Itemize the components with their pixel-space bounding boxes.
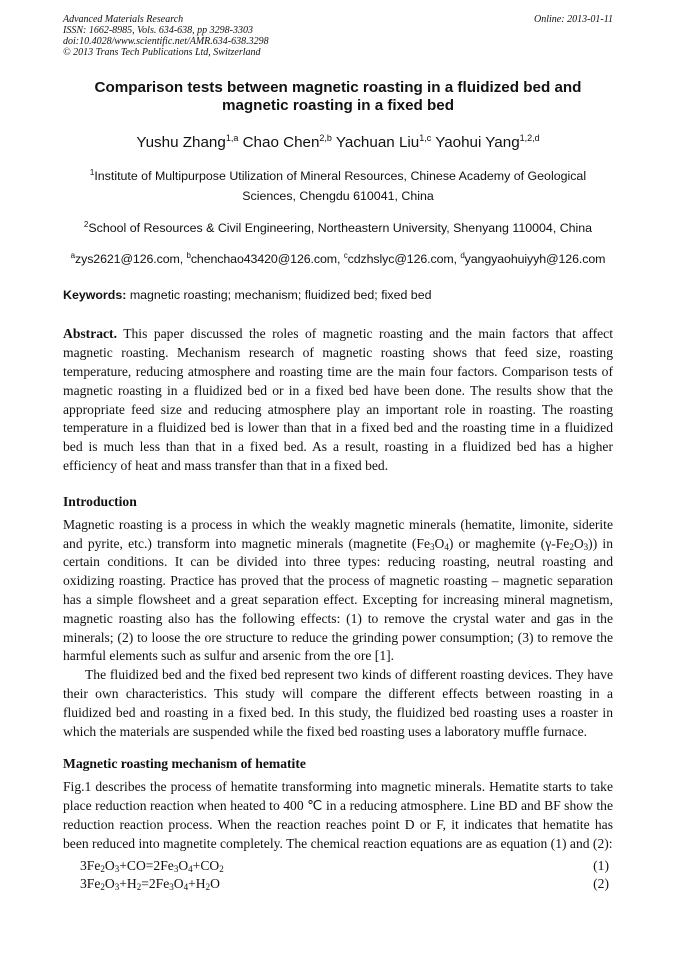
email-link[interactable]: $^c$cdzhslyc@126.com	[343, 251, 454, 267]
keywords	[63, 286, 613, 304]
abstract-label: Abstract.	[63, 326, 117, 342]
keywords-label: Keywords:	[63, 288, 127, 303]
email-link[interactable]: $^b$chenchao43420@126.com	[186, 251, 338, 267]
paper-title	[63, 79, 613, 115]
journal-name: Advanced Materials Research	[63, 14, 184, 25]
journal-header	[63, 14, 613, 58]
abstract-text: This paper discussed the roles of magnetic roasting and the main factors that affect magnetic roasting. Mechanism research of magnetic roasting shows that feed size, roasting temperature, reducing atmosphere and roasting time are the main four factors. Comparison tests of magnetic roasting in a fluidized bed or in a fixed bed have been done. The results show that the appropriate feed size and reducing atmosphere play an important role in roasting. The roasting temperature in a fluidized bed is lower than that in a fixed bed and the roasting time in a fluidized bed is much less than that in a fixed bed. As a result, roasting in a fluidized bed has a higher efficiency of heat and mass transfer than that in a fixed bed.	[63, 326, 613, 474]
equation-2: $3Fe_2O_3+H_2=2Fe_3O_4+H_2O$ (2)	[80, 876, 609, 893]
intro-paragraph-1: Magnetic roasting is a process in which the weakly magnetic minerals (hematite, limonite, siderite and pyrite, etc.) transform into magnetic minerals (magnetite $(Fe_3O_4)$ or maghemite $(\gamma-Fe_2O_3)$) in certain conditions. It can be divided into three types: reducing roasting, neutral roasting and oxidizing roasting. Practice has proved that the process of magnetic roasting – magnetic separation has a simple flowsheet and a great separation effect. Excepting for increasing mineral magnetism, magnetic roasting also has the following effects: (1) to remove the crystal water and gas in the minerals; (2) to loose the ore structure to reduce the grinding power consumption; (3) to remove the harmful elements such as sulfur and arsenic from the ore [1].	[63, 516, 614, 664]
affiliation-1: $^1$Institute of Multipurpose Utilization of Mineral Resources, Chinese Academy of Geological Sciences, Chengdu 610041, China	[89, 168, 587, 204]
keywords-text: magnetic roasting; mechanism; fluidized bed; fixed bed	[129, 288, 432, 303]
online-date: Online: 2013-01-11	[534, 14, 613, 25]
equation-number: (2)	[593, 876, 609, 892]
equation-1: $3Fe_2O_3+CO=2Fe_3O_4+CO_2$ (1)	[80, 857, 609, 874]
email-link[interactable]: $^a$zys2621@126.com	[70, 251, 180, 267]
intro-paragraph-2: The fluidized bed and the fixed bed represent two kinds of different roasting devices. They have their own characteristics. This study will compare the different effects between roasting in a fluidized bed and roasting in a fixed bed. In this study, the fluidized bed roasting uses a roaster in which the materials are suspended while the fixed bed roasting uses a laboratory muffle furnace.	[63, 667, 613, 739]
paper-page	[63, 14, 613, 894]
doi-line: doi:10.4028/www.scientific.net/AMR.634-638.3298	[63, 36, 269, 47]
author: Yushu Zhang$^{1,a}$	[136, 133, 239, 152]
affiliation-2: $^2$School of Resources & Civil Engineering, Northeastern University, Shenyang 110004, China	[83, 220, 593, 236]
email-link[interactable]: $^d$yangyaohuiyyh@126.com	[460, 251, 606, 267]
author-list	[63, 128, 613, 153]
issn-line: ISSN: 1662-8985, Vols. 634-638, pp 3298-3303	[63, 25, 253, 36]
copyright-line: © 2013 Trans Tech Publications Ltd, Switzerland	[63, 47, 261, 58]
author: Chao Chen$^{2,b}$	[242, 133, 332, 152]
mechanism-paragraph-1: Fig.1 describes the process of hematite transforming into magnetic minerals. Hematite starts to take place reduction reaction when heated to 400 ℃ in a reducing atmosphere. Line BD and BF show the reduction reaction process. When the reaction reaches point D or F, it indicates that hematite has been reduced into magnetite completely. The chemical reaction equations are as equation (1) and (2):	[63, 779, 613, 851]
title-line-1: Comparison tests between magnetic roasting in a fluidized bed and	[94, 79, 582, 96]
equation-number: (1)	[593, 857, 609, 873]
abstract	[63, 325, 613, 475]
section-heading-introduction: Introduction	[63, 493, 137, 509]
equation-block	[63, 857, 613, 895]
section-heading-mechanism: Magnetic roasting mechanism of hematite	[63, 756, 306, 772]
title-line-2: magnetic roasting in a fixed bed	[221, 97, 455, 114]
author: Yaohui Yang$^{1,2,d}$	[435, 133, 540, 152]
author: Yachuan Liu$^{1,c}$	[335, 133, 432, 152]
author-emails: $^a$zys2621@126.com, $^b$chenchao43420@126.com, $^c$cdzhslyc@126.com, $^d$yangyaohuiyyh@126.com	[70, 251, 606, 267]
